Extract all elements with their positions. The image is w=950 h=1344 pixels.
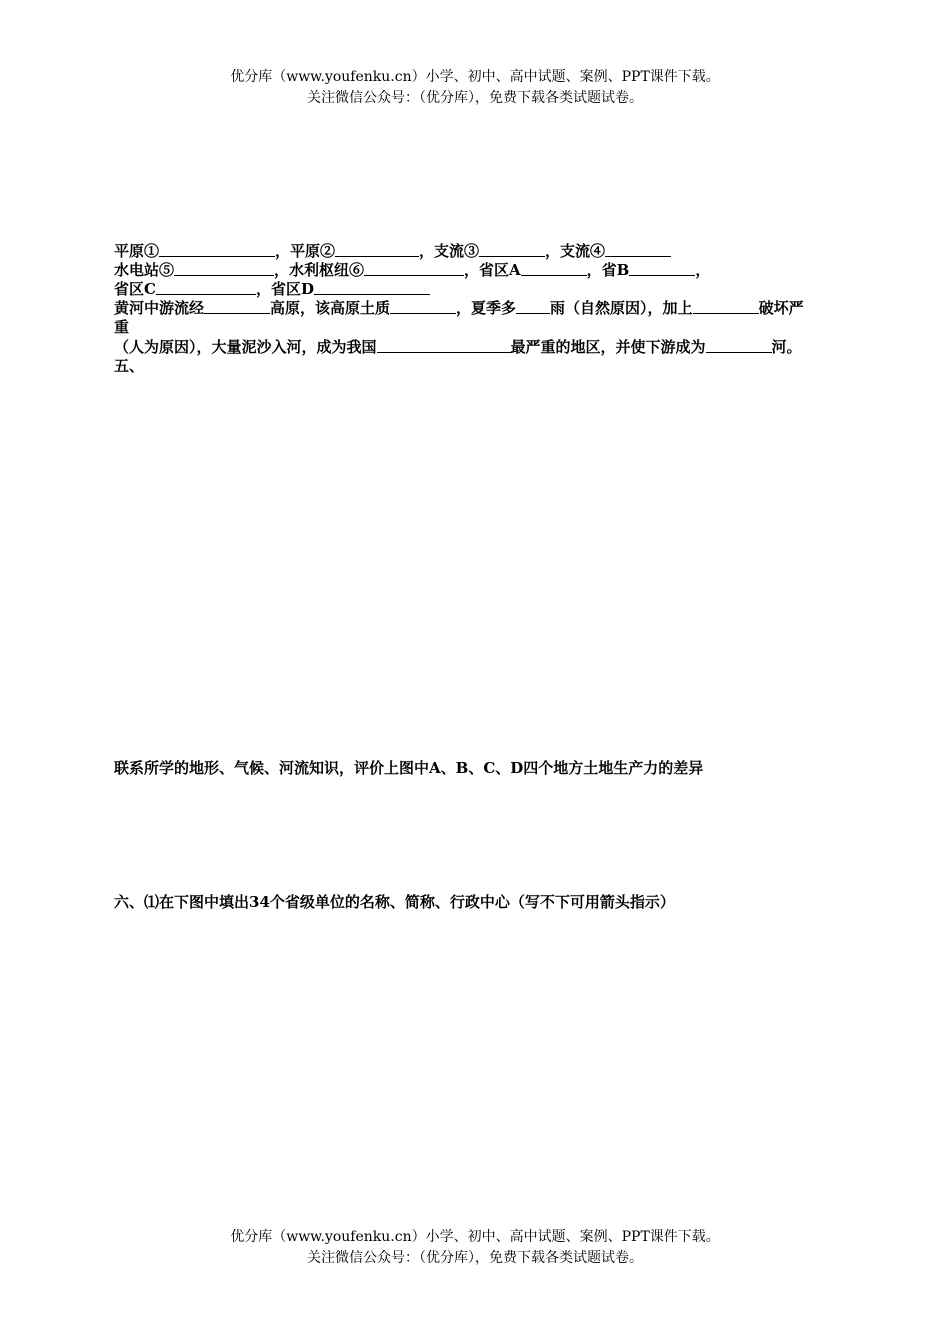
dam-6-label: ，水利枢纽⑥ xyxy=(274,261,365,279)
province-a-blank[interactable] xyxy=(521,261,587,276)
tributary-3-label: ，支流③ xyxy=(419,242,480,260)
header-line-2: 关注微信公众号：（优分库），免费下载各类试题试卷。 xyxy=(307,90,643,106)
middle-reach-text-1: 黄河中游流经 xyxy=(114,299,205,317)
footer-line-2: 关注微信公众号：（优分库），免费下载各类试题试卷。 xyxy=(307,1250,643,1266)
worst-region-blank[interactable] xyxy=(377,338,511,353)
plain-2-blank[interactable] xyxy=(335,242,419,257)
plain-1-blank[interactable] xyxy=(159,242,275,257)
tributary-3-blank[interactable] xyxy=(479,242,545,257)
soil-blank[interactable] xyxy=(390,299,456,314)
middle-reach-text-5: 破坏严 xyxy=(758,299,804,317)
province-b-blank[interactable] xyxy=(629,261,695,276)
province-b-label: ，省B xyxy=(586,261,630,279)
plain-1-label: 平原① xyxy=(114,242,160,260)
middle-reach-text-4: 雨（自然原因），加上 xyxy=(550,299,693,317)
middle-reach-text-2: 高原，该高原土质 xyxy=(270,299,391,317)
hydro-station-5-label: 水电站⑤ xyxy=(114,261,175,279)
page-header xyxy=(0,67,950,109)
province-d-blank[interactable] xyxy=(314,280,430,295)
q6-prompt: 六、⑴在下图中填出34个省级单位的名称、简称、行政中心（写不下可用箭头指示） xyxy=(114,893,675,911)
middle-reach-text-9: 河。 xyxy=(771,338,802,356)
hydro-station-5-blank[interactable] xyxy=(174,261,274,276)
middle-reach-text-6: 重 xyxy=(114,318,130,336)
province-d-label: ，省区D xyxy=(255,280,314,298)
plateau-blank[interactable] xyxy=(204,299,270,314)
dam-6-blank[interactable] xyxy=(364,261,464,276)
province-c-blank[interactable] xyxy=(156,280,256,295)
rain-type-blank[interactable] xyxy=(516,299,550,314)
q4-line-2 xyxy=(114,261,884,280)
province-b-end: ， xyxy=(695,261,711,279)
q5-prompt: 联系所学的地形、气候、河流知识，评价上图中A、B、C、D四个地方土地生产力的差异 xyxy=(114,759,704,777)
river-type-blank[interactable] xyxy=(706,338,772,353)
province-a-label: ，省区A xyxy=(464,261,521,279)
page-footer xyxy=(0,1227,950,1269)
destruction-blank[interactable] xyxy=(693,299,759,314)
q5-heading: 五、 xyxy=(114,357,145,375)
middle-reach-text-7: （人为原因），大量泥沙入河，成为我国 xyxy=(114,338,377,356)
q4-line-1 xyxy=(114,242,884,261)
middle-reach-text-3: ，夏季多 xyxy=(456,299,517,317)
tributary-4-blank[interactable] xyxy=(605,242,671,257)
q4-line-6 xyxy=(114,338,884,357)
q4-line-5 xyxy=(114,318,884,337)
middle-reach-text-8: 最严重的地区，并使下游成为 xyxy=(510,338,706,356)
header-line-1: 优分库（www.youfenku.cn）小学、初中、高中试题、案例、PPT课件下载。 xyxy=(230,69,720,85)
tributary-4-label: ，支流④ xyxy=(545,242,606,260)
q4-line-3 xyxy=(114,280,884,299)
footer-line-1: 优分库（www.youfenku.cn）小学、初中、高中试题、案例、PPT课件下载。 xyxy=(230,1229,720,1245)
province-c-label: 省区C xyxy=(114,280,156,298)
plain-2-label: ，平原② xyxy=(275,242,336,260)
q4-line-4 xyxy=(114,299,884,318)
